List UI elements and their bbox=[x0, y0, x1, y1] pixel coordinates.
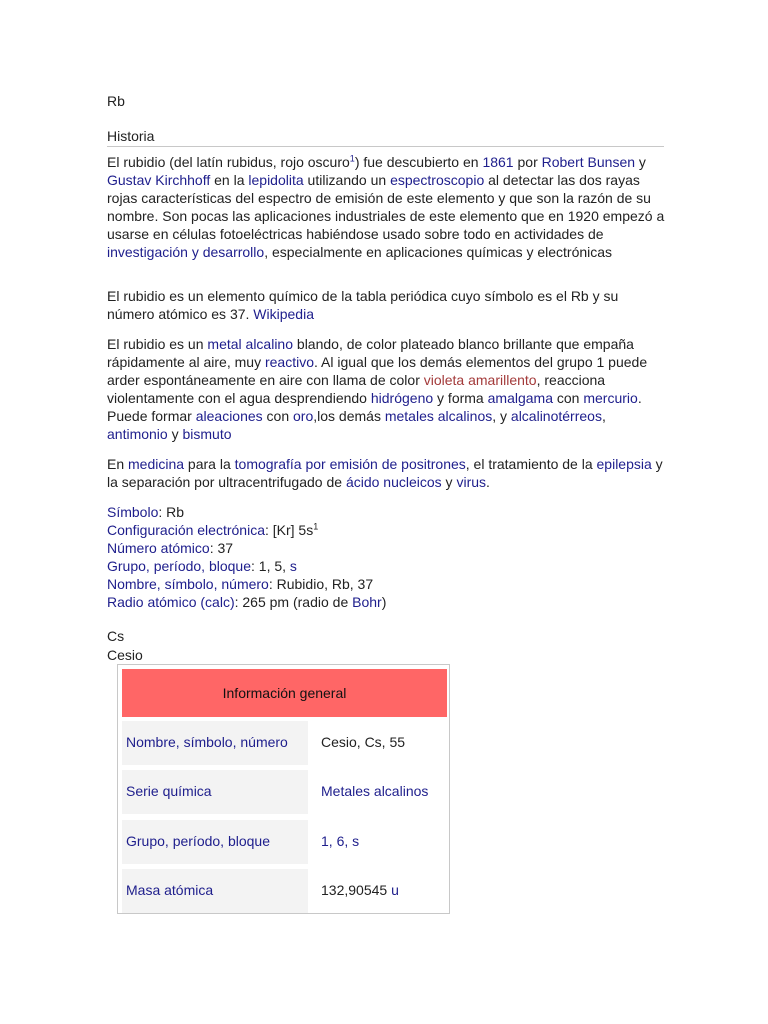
link-investigacion-desarrollo[interactable]: investigación y desarrollo bbox=[107, 244, 265, 260]
infobox-row bbox=[122, 770, 447, 814]
link-espectroscopio[interactable]: espectroscopio bbox=[390, 172, 485, 188]
link-aleaciones[interactable]: aleaciones bbox=[195, 408, 263, 424]
link-bismuto[interactable]: bismuto bbox=[182, 426, 232, 442]
link-tomografia[interactable]: tomografía por emisión de positrones bbox=[234, 456, 466, 472]
prop-simbolo: Símbolo: Rb bbox=[107, 504, 185, 520]
link-acido-nucleicos[interactable]: ácido nucleicos bbox=[345, 474, 442, 490]
infobox-value: Cesio, Cs, 55 bbox=[321, 734, 406, 750]
prop-nombre: Nombre, símbolo, número: Rubidio, Rb, 37 bbox=[107, 576, 374, 592]
infobox-label[interactable]: Grupo, período, bloque bbox=[126, 833, 270, 849]
infobox-label[interactable]: Masa atómica bbox=[126, 882, 214, 898]
link-medicina[interactable]: medicina bbox=[128, 456, 185, 472]
infobox-value: 1, 6, s bbox=[321, 833, 360, 849]
link-metales-alcalinos[interactable]: metales alcalinos bbox=[384, 408, 493, 424]
infobox-row bbox=[122, 820, 447, 864]
link-robert-bunsen[interactable]: Robert Bunsen bbox=[541, 154, 636, 170]
infobox-row bbox=[122, 721, 447, 765]
cs-symbol: Cs bbox=[107, 628, 125, 644]
link-gustav-kirchhoff[interactable]: Gustav Kirchhoff bbox=[107, 172, 211, 188]
element-symbol-title: Rb bbox=[107, 93, 125, 109]
link-wikipedia[interactable]: Wikipedia bbox=[253, 306, 314, 322]
link-alcalinoterreos[interactable]: alcalinotérreos bbox=[510, 408, 602, 424]
section-heading: Historia bbox=[107, 128, 155, 144]
prop-configuracion: Configuración electrónica: [Kr] $5s^1$ bbox=[107, 521, 319, 538]
heading-divider bbox=[107, 146, 664, 147]
properties-paragraph: El rubidio es un metal alcalino blando, de color plateado blanco brillante que empaña rápidamente al aire, muy reactivo. Al igual que los demás elementos del grupo 1 puede arder espontáneamente en aire con llama de color violeta amarillento, reacciona violentamente con el agua desprendiendo hidrógeno y forma amalgama con mercurio. Puede formar aleaciones con oro,los demás metales alcalinos, y alcalinotérreos, antimonio y bismuto bbox=[107, 336, 648, 442]
link-metal-alcalino[interactable]: metal alcalino bbox=[207, 336, 294, 352]
link-antimonio[interactable]: antimonio bbox=[107, 426, 168, 442]
infobox-value: 132,90545 u bbox=[321, 882, 399, 898]
link-violeta-amarillento[interactable]: violeta amarillento bbox=[423, 372, 537, 388]
infobox-header: Información general bbox=[122, 669, 447, 717]
reference-sup[interactable]: 1 bbox=[349, 153, 355, 164]
link-amalgama[interactable]: amalgama bbox=[487, 390, 553, 406]
infobox-label[interactable]: Nombre, símbolo, número bbox=[126, 734, 288, 750]
link-hidrogeno[interactable]: hidrógeno bbox=[370, 390, 434, 406]
prop-numero-atomico: Número atómico: 37 bbox=[107, 540, 234, 556]
properties-list bbox=[107, 503, 667, 611]
infobox-row bbox=[122, 869, 447, 913]
link-mercurio[interactable]: mercurio bbox=[583, 390, 638, 406]
link-1861[interactable]: 1861 bbox=[482, 154, 514, 170]
history-paragraph: El rubidio (del latín rubidus, rojo oscuro$^1$) fue descubierto en 1861 por Robert Bunsen y Gustav Kirchhoff en la lepidolita utilizando un espectroscopio al detectar las dos rayas rojas características del espectro de emisión de este elemento y que son la razón de su nombre. Son pocas las aplicaciones industriales de este elemento que en 1920 empezó a usarse en células fotoeléctricas habiéndose usado sobre todo en actividades de investigación y desarrollo, especialmente en aplicaciones químicas y electrónicas bbox=[107, 153, 665, 260]
cs-name: Cesio bbox=[107, 647, 143, 663]
link-reactivo[interactable]: reactivo bbox=[264, 354, 314, 370]
link-virus[interactable]: virus bbox=[456, 474, 487, 490]
link-lepidolita[interactable]: lepidolita bbox=[248, 172, 304, 188]
link-epilepsia[interactable]: epilepsia bbox=[596, 456, 652, 472]
definition-paragraph: El rubidio es un elemento químico de la tabla periódica cuyo símbolo es el Rb y su número atómico es 37. Wikipedia bbox=[107, 288, 619, 322]
prop-radio: Radio atómico (calc): 265 pm (radio de Bohr) bbox=[107, 594, 387, 610]
infobox-label[interactable]: Serie química bbox=[126, 783, 212, 799]
cesium-infobox bbox=[117, 664, 450, 914]
prop-grupo: Grupo, período, bloque: 1, 5, s bbox=[107, 558, 297, 574]
infobox-value[interactable]: Metales alcalinos bbox=[321, 783, 429, 799]
link-oro[interactable]: oro bbox=[293, 408, 314, 424]
applications-paragraph: En medicina para la tomografía por emisión de positrones, el tratamiento de la epilepsia y la separación por ultracentrifugado de ácido nucleicos y virus. bbox=[107, 456, 663, 490]
